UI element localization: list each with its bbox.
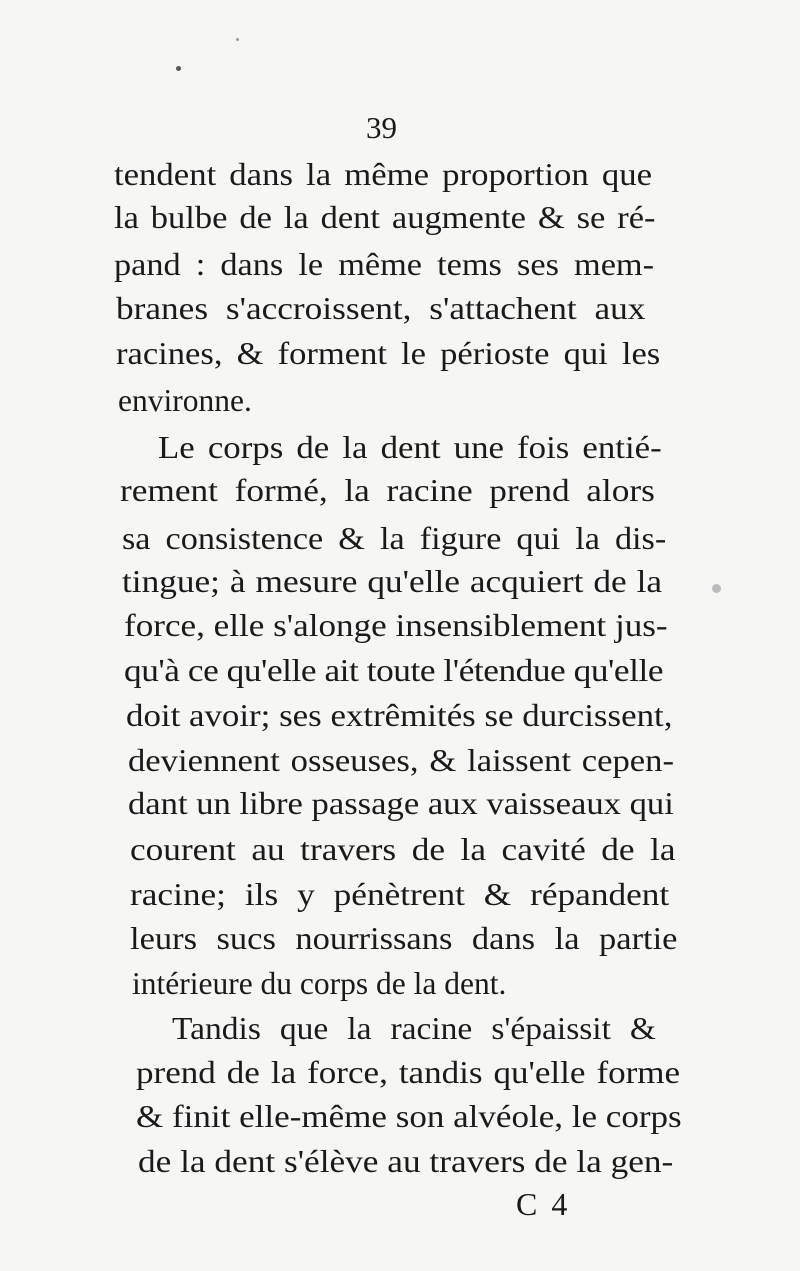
text-line: tingue; à mesure qu'elle acquiert de la	[122, 564, 663, 599]
ink-speck	[712, 584, 721, 593]
text-line: courent au travers de la cavité de la	[130, 832, 676, 867]
ink-speck	[236, 38, 239, 41]
text-line: branes s'accroissent, s'attachent aux	[116, 291, 646, 326]
text-line: & finit elle-même son alvéole, le corps	[136, 1099, 682, 1134]
text-line: leurs sucs nourrissans dans la partie	[130, 921, 678, 956]
text-line: tendent dans la même proportion que	[114, 157, 652, 192]
text-line: qu'à ce qu'elle ait toute l'étendue qu'elle	[124, 653, 664, 688]
text-line: environne.	[118, 383, 252, 418]
printer-signature: C 4	[516, 1186, 571, 1222]
text-line: dant un libre passage aux vaisseaux qui	[128, 786, 674, 821]
page-number: 39	[366, 110, 397, 145]
text-line: racines, & forment le périoste qui les	[116, 336, 661, 371]
text-line: Le corps de la dent une fois entié-	[158, 430, 662, 465]
text-line: racine; ils y pénètrent & répandent	[130, 877, 670, 912]
text-line: Tandis que la racine s'épaissit &	[172, 1011, 656, 1046]
text-line: rement formé, la racine prend alors	[120, 473, 655, 508]
text-line: prend de la force, tandis qu'elle forme	[136, 1055, 681, 1090]
text-line: deviennent osseuses, & laissent cepen-	[128, 743, 674, 778]
ink-speck	[176, 66, 181, 71]
text-line: de la dent s'élève au travers de la gen-	[138, 1144, 674, 1179]
text-line: doit avoir; ses extrêmités se durcissent,	[126, 698, 673, 733]
text-line: la bulbe de la dent augmente & se ré-	[114, 200, 656, 235]
text-line: sa consistence & la figure qui la dis-	[122, 521, 667, 556]
text-line: intérieure du corps de la dent.	[132, 966, 507, 1001]
text-line: force, elle s'alonge insensiblement jus-	[124, 608, 668, 643]
text-line: pand : dans le même tems ses mem-	[114, 247, 655, 282]
